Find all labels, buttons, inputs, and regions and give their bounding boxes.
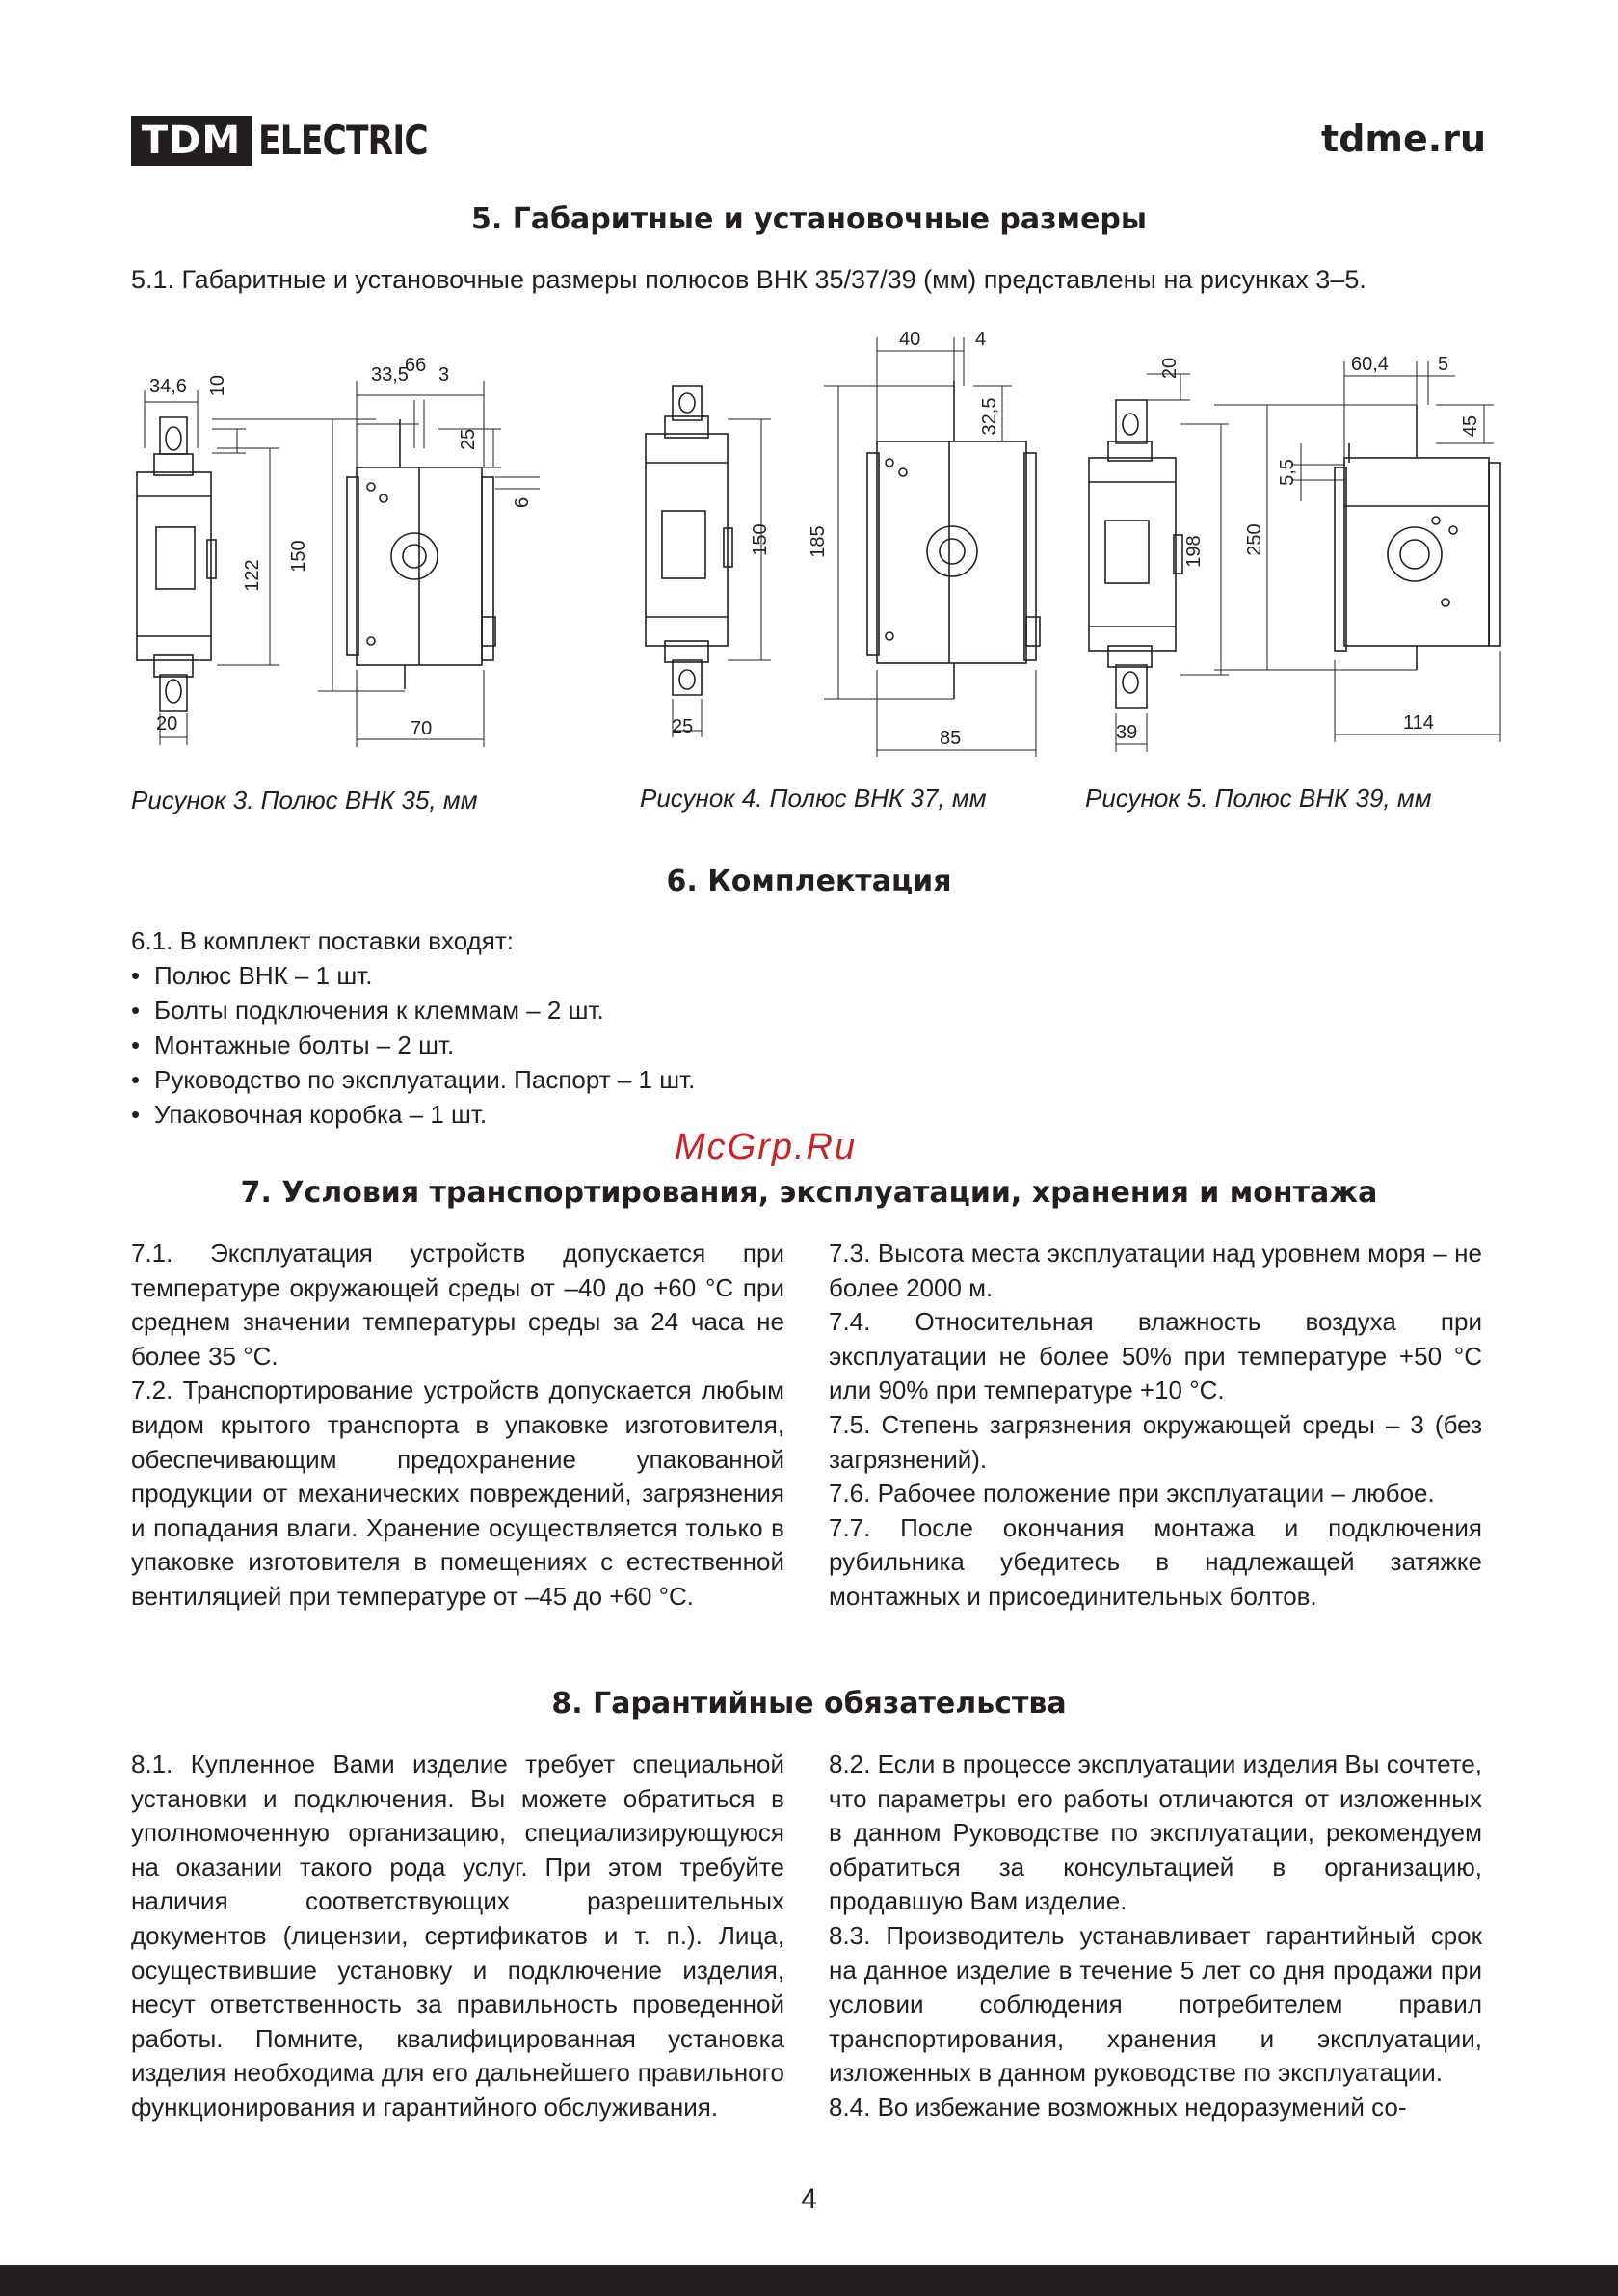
figure-5-drawing xyxy=(1070,337,1503,761)
clause-7-2: 7.2. Транспортирование устройств допускается любым видом крытого транспорта в упаковке изготовителя, обеспечивающим предохранение упакованной продукции от механических повреждений, загрязнения и попадания влаги. Хранение осуществляется только в упаковке изготовителя в помещениях с естественной вентиляцией при температуре от –45 до +60 °С. xyxy=(131,1375,784,1611)
clause-7-6: 7.6. Рабочее положение при эксплуатации – любое. xyxy=(829,1479,1435,1508)
page-number: 4 xyxy=(801,2183,817,2215)
figure-4-caption: Рисунок 4. Полюс ВНК 37, мм xyxy=(640,784,987,813)
fig4-front-body xyxy=(646,434,728,646)
fig5-dim-60-4: 60,4 xyxy=(1351,354,1389,375)
list-item: • Монтажные болты – 2 шт. xyxy=(131,1028,902,1062)
figure-5-caption: Рисунок 5. Полюс ВНК 39, мм xyxy=(1085,784,1432,813)
fig3-dim-122: 122 xyxy=(242,559,263,592)
watermark: McGrp.Ru xyxy=(675,1127,858,1167)
site-url[interactable]: tdme.ru xyxy=(1321,118,1486,160)
figure-3-caption: Рисунок 3. Полюс ВНК 35, мм xyxy=(131,786,478,814)
section6-title: 6. Комплектация xyxy=(666,865,952,898)
fig4-dim-85: 85 xyxy=(940,728,962,749)
fig3-dim-20: 20 xyxy=(156,713,178,734)
clause-7-5: 7.5. Степень загрязнения окружающей среды – 3 (без загрязнений). xyxy=(829,1409,1482,1474)
figure-4-drawing xyxy=(631,328,1055,771)
fig5-dim-5: 5 xyxy=(1438,354,1449,375)
fig5-dim-5-5: 5,5 xyxy=(1277,459,1298,486)
list-item: • Полюс ВНК – 1 шт. xyxy=(131,958,902,993)
fig3-dim-6: 6 xyxy=(512,496,533,508)
footer-bar xyxy=(0,2265,1618,2296)
fig3-dim-33-5: 33,5 xyxy=(371,364,409,386)
section8-right-column xyxy=(829,1748,1482,2125)
fig3-dim-70: 70 xyxy=(411,718,433,739)
section8-left-column xyxy=(131,1748,784,2125)
fig4-dim-185: 185 xyxy=(808,525,829,558)
clause-8-3: 8.3. Производитель устанавливает гарантийный срок на данное изделие в течение 5 лет со дня продажи при условии соблюдения потребителем правил транспортирования, хранения и эксплуатации, изложенных в данном руководстве по эксплуатации. xyxy=(829,1920,1482,2088)
fig4-dim-4: 4 xyxy=(975,329,987,350)
delivery-items xyxy=(131,958,902,1132)
fig5-side-body xyxy=(1344,458,1489,646)
fig5-dim-114: 114 xyxy=(1403,712,1434,734)
clause-7-1: 7.1. Эксплуатация устройств допускается при температуре окружающей среды от –40 до +60 °С при среднем значении температуры среды за 24 часа не более 35 °С. xyxy=(131,1239,784,1371)
clause-8-1: 8.1. Купленное Вами изделие требует специальной установки и подключения. Вы можете обратиться в уполномоченную организацию, специализирующуюся на оказании такого рода услуг. При этом требуйте наличия соответствующих разрешительных документов (лицензии, сертификатов и т. п.). Лица, осуществившие установку и подключение изделия, несут ответственность за правильность проведенной работы. Помните, квалифицированная установка изделия необходима для его дальнейшего правильного функционирования и гарантийного обслуживания. xyxy=(131,1749,784,2122)
brand-logo-word: ELECTRIC xyxy=(258,117,428,164)
fig4-dim-32-5: 32,5 xyxy=(979,397,1000,436)
fig3-front-body xyxy=(137,472,211,660)
fig5-dim-20: 20 xyxy=(1159,357,1180,380)
fig4-dim-40: 40 xyxy=(899,329,921,350)
section6-list xyxy=(131,923,902,1132)
section7-left-column xyxy=(131,1237,784,1615)
section7-title: 7. Условия транспортирования, эксплуатации, хранения и монтажа xyxy=(240,1176,1378,1210)
list-item: • Болты подключения к клеммам – 2 шт. xyxy=(131,993,902,1028)
clause-7-4: 7.4. Относительная влажность воздуха при эксплуатации не более 50% при температуре +50 °С или 90% при температуре +10 °С. xyxy=(829,1307,1482,1405)
list-item: • Упаковочная коробка – 1 шт. xyxy=(131,1097,902,1132)
fig5-front-body xyxy=(1089,458,1176,651)
fig4-dim-25: 25 xyxy=(672,716,694,737)
fig3-dim-150: 150 xyxy=(288,540,309,573)
fig4-dim-150: 150 xyxy=(750,523,771,556)
section7-right-column xyxy=(829,1237,1482,1615)
section8-title: 8. Гарантийные обязательства xyxy=(551,1687,1067,1721)
section5-intro: 5.1. Габаритные и установочные размеры полюсов ВНК 35/37/39 (мм) представлены на рисунках 3–5. xyxy=(131,265,1366,294)
clause-7-3: 7.3. Высота места эксплуатации над уровнем моря – не более 2000 м. xyxy=(829,1239,1482,1302)
fig3-dim-10: 10 xyxy=(207,375,228,397)
fig5-dim-250: 250 xyxy=(1244,523,1265,556)
fig3-dim-66: 66 xyxy=(405,355,427,376)
fig5-dim-198: 198 xyxy=(1183,535,1205,568)
clause-7-7: 7.7. После окончания монтажа и подключения рубильника убедитесь в надлежащей затяжке монтажных и присоединительных болтов. xyxy=(829,1512,1482,1611)
figure-3-drawing xyxy=(125,342,540,766)
fig3-dim-34-6: 34,6 xyxy=(149,376,187,397)
clause-8-4: 8.4. Во избежание возможных недоразумений со- xyxy=(829,2092,1407,2122)
section6-lead: 6.1. В комплект поставки входят: xyxy=(131,926,515,955)
list-item: • Руководство по эксплуатации. Паспорт – 1 шт. xyxy=(131,1062,902,1097)
clause-8-2: 8.2. Если в процессе эксплуатации изделия Вы сочтете, что параметры его работы отличаются от изложенных в данном Руководстве по эксплуатации, рекомендуем обратиться за консультацией в организацию, продавшую Вам изделие. xyxy=(829,1749,1482,1916)
fig3-dim-3: 3 xyxy=(438,364,450,386)
section5-title: 5. Габаритные и установочные размеры xyxy=(470,202,1148,236)
fig5-dim-39: 39 xyxy=(1116,722,1138,743)
fig5-dim-45: 45 xyxy=(1460,414,1481,438)
fig3-dim-25: 25 xyxy=(458,428,479,450)
brand-logo-box: TDM xyxy=(131,116,252,166)
